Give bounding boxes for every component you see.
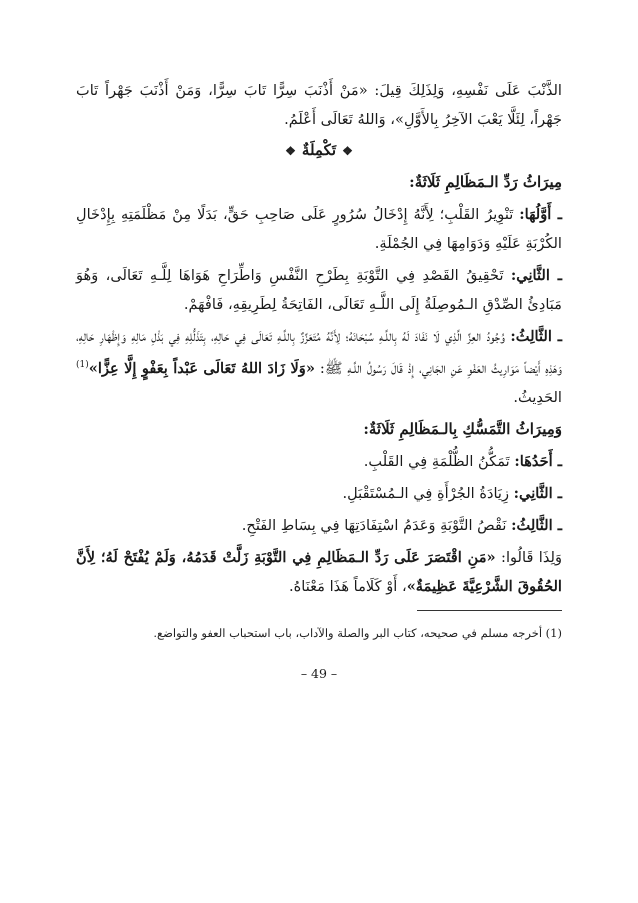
paragraph-closing bbox=[76, 543, 562, 601]
footnote-marker[interactable]: (1) bbox=[76, 360, 89, 370]
subheading-holding-wrongs: وَمِيرَاثُ التَّمَسُّكِ بِالـمَظَالِمِ ثَلَاثَةٌ: bbox=[363, 419, 562, 438]
list-item-keyword: ـ أَوَّلُهَا: bbox=[519, 206, 563, 223]
list-item-first bbox=[76, 200, 562, 258]
closing-quote: «مَنِ اقْتَصَرَ عَلَى رَدِّ الـمَظَالِمِ فِي التَّوْبَةِ زَلَّتْ قَدَمُهُ، وَلَمْ يُفْتَحْ لَهُ؛ لِأَنَّ الحُقُوقَ الشَّرْعِيَّةَ عَظِيمَةٌ» bbox=[76, 548, 562, 595]
list-item-b3 bbox=[76, 511, 562, 540]
list-item-text: نَقْصُ التَّوْبَةِ وَعَدَمُ اسْتِفَادَتِهَا فِي بِسَاطِ الفَتْحِ. bbox=[241, 516, 512, 534]
list-item-text: تَنْوِيرُ القَلْبِ؛ لِأَنَّهُ إِدْخَالُ سُرُورٍ عَلَى صَاحِبِ حَقٍّ، بَدَلًا مِنْ مَظْلَمَتِهِ بِإِدْخَالِ الكُرْبَةِ عَلَيْهِ وَدَوَامِهَا فِي الجُمْلَةِ. bbox=[76, 206, 562, 252]
list-item-keyword: ـ الثَّالِثُ: bbox=[510, 328, 563, 345]
list-item-third bbox=[76, 322, 562, 412]
page-body bbox=[76, 76, 562, 863]
section-heading bbox=[76, 137, 562, 164]
list-item-keyword: ـ الثَّالِثُ: bbox=[511, 516, 562, 534]
list-item-text: زِيَادَةُ الجُرْأَةِ فِي الـمُسْتَقْبَلِ. bbox=[342, 484, 514, 502]
list-item-second bbox=[76, 261, 562, 319]
closing-end: ، أَوْ كَلَاماً هَذَا مَعْنَاهُ. bbox=[288, 577, 407, 595]
list-item-text: تَحْقِيقُ القَصْدِ فِي التَّوْبَةِ بِطَرْحِ النَّفْسِ وَاطِّرَاحِ هَوَاهَا لِلَّـهِ تَعَالَى، وَهُوَ مَبَادِئُ الصِّدْقِ الـمُوصِلَةُ إِلَى اللَّـهِ تَعَالَى، الفَاتِحَةُ لِطَرِيقِهِ، فَافْهَمْ. bbox=[76, 267, 562, 313]
section-heading-text: تَكْمِلَةٌ bbox=[301, 141, 337, 159]
ornament-star-icon: ❖ bbox=[342, 144, 353, 158]
page-number: – 49 – bbox=[300, 666, 338, 681]
list-item-text: تَمَكُّنُ الظُّلْمَةِ فِي القَلْبِ. bbox=[363, 452, 515, 470]
subheading-returning-wrongs: مِيرَاثُ رَدِّ الـمَظَالِمِ ثَلَاثَةٌ: bbox=[409, 173, 562, 191]
list-item-b2 bbox=[76, 479, 562, 508]
closing-intro: وَلِذَا قَالُوا: bbox=[495, 548, 562, 566]
list-item-keyword: ـ الثَّانِي: bbox=[513, 484, 562, 502]
ornament-star-icon: ❖ bbox=[285, 144, 296, 158]
hadith-quote: «وَلَا زَادَ اللهُ تَعَالَى عَبْداً بِعَفْوٍ إِلَّا عِزًّا» bbox=[88, 359, 315, 377]
footnote-divider bbox=[417, 610, 562, 611]
list-item-text: وُجُودُ العِزِّ الَّذِي لَا نَفَادَ لَهُ بِاللَّـهِ سُبْحَانَهُ؛ لِأَنَّهُ مُتَعَزِّزٌ بِاللَّـهِ تَعَالَى فِي حَالِهِ، بِتَذَلُّلِهِ فِي بَذْلِ مَالِهِ وَإِظْهَارِ حَالِهِ، وَهَذِهِ أَيْضاً مَوَارِيثُ العَفْوِ عَنِ الجَانِي، إِذْ قَالَ رَسُولُ اللَّـهِ ﷺ: bbox=[76, 328, 563, 377]
list-item-keyword: ـ أَحَدُهَا: bbox=[514, 452, 562, 470]
list-item-text-end: الحَدِيثُ. bbox=[513, 388, 562, 406]
footnote-text: (1) أخرجه مسلم في صحيحه، كتاب البر والصلة والآداب، باب استحباب العفو والتواضع. bbox=[153, 626, 562, 640]
list-item-b1 bbox=[76, 447, 562, 476]
paragraph-opening: الذَّنْبَ عَلَى نَفْسِهِ، وَلِذَلِكَ قِيلَ: «مَنْ أَذْنَبَ سِرًّا تَابَ سِرًّا، وَمَنْ أَذْنَبَ جَهْراً تَابَ جَهْراً، لِئَلَّا يَعْبَ الآخِرُ بِالأَوَّلِ»، وَاللهُ تَعَالَى أَعْلَمُ. bbox=[76, 82, 562, 128]
list-item-keyword: ـ الثَّانِي: bbox=[510, 267, 562, 284]
